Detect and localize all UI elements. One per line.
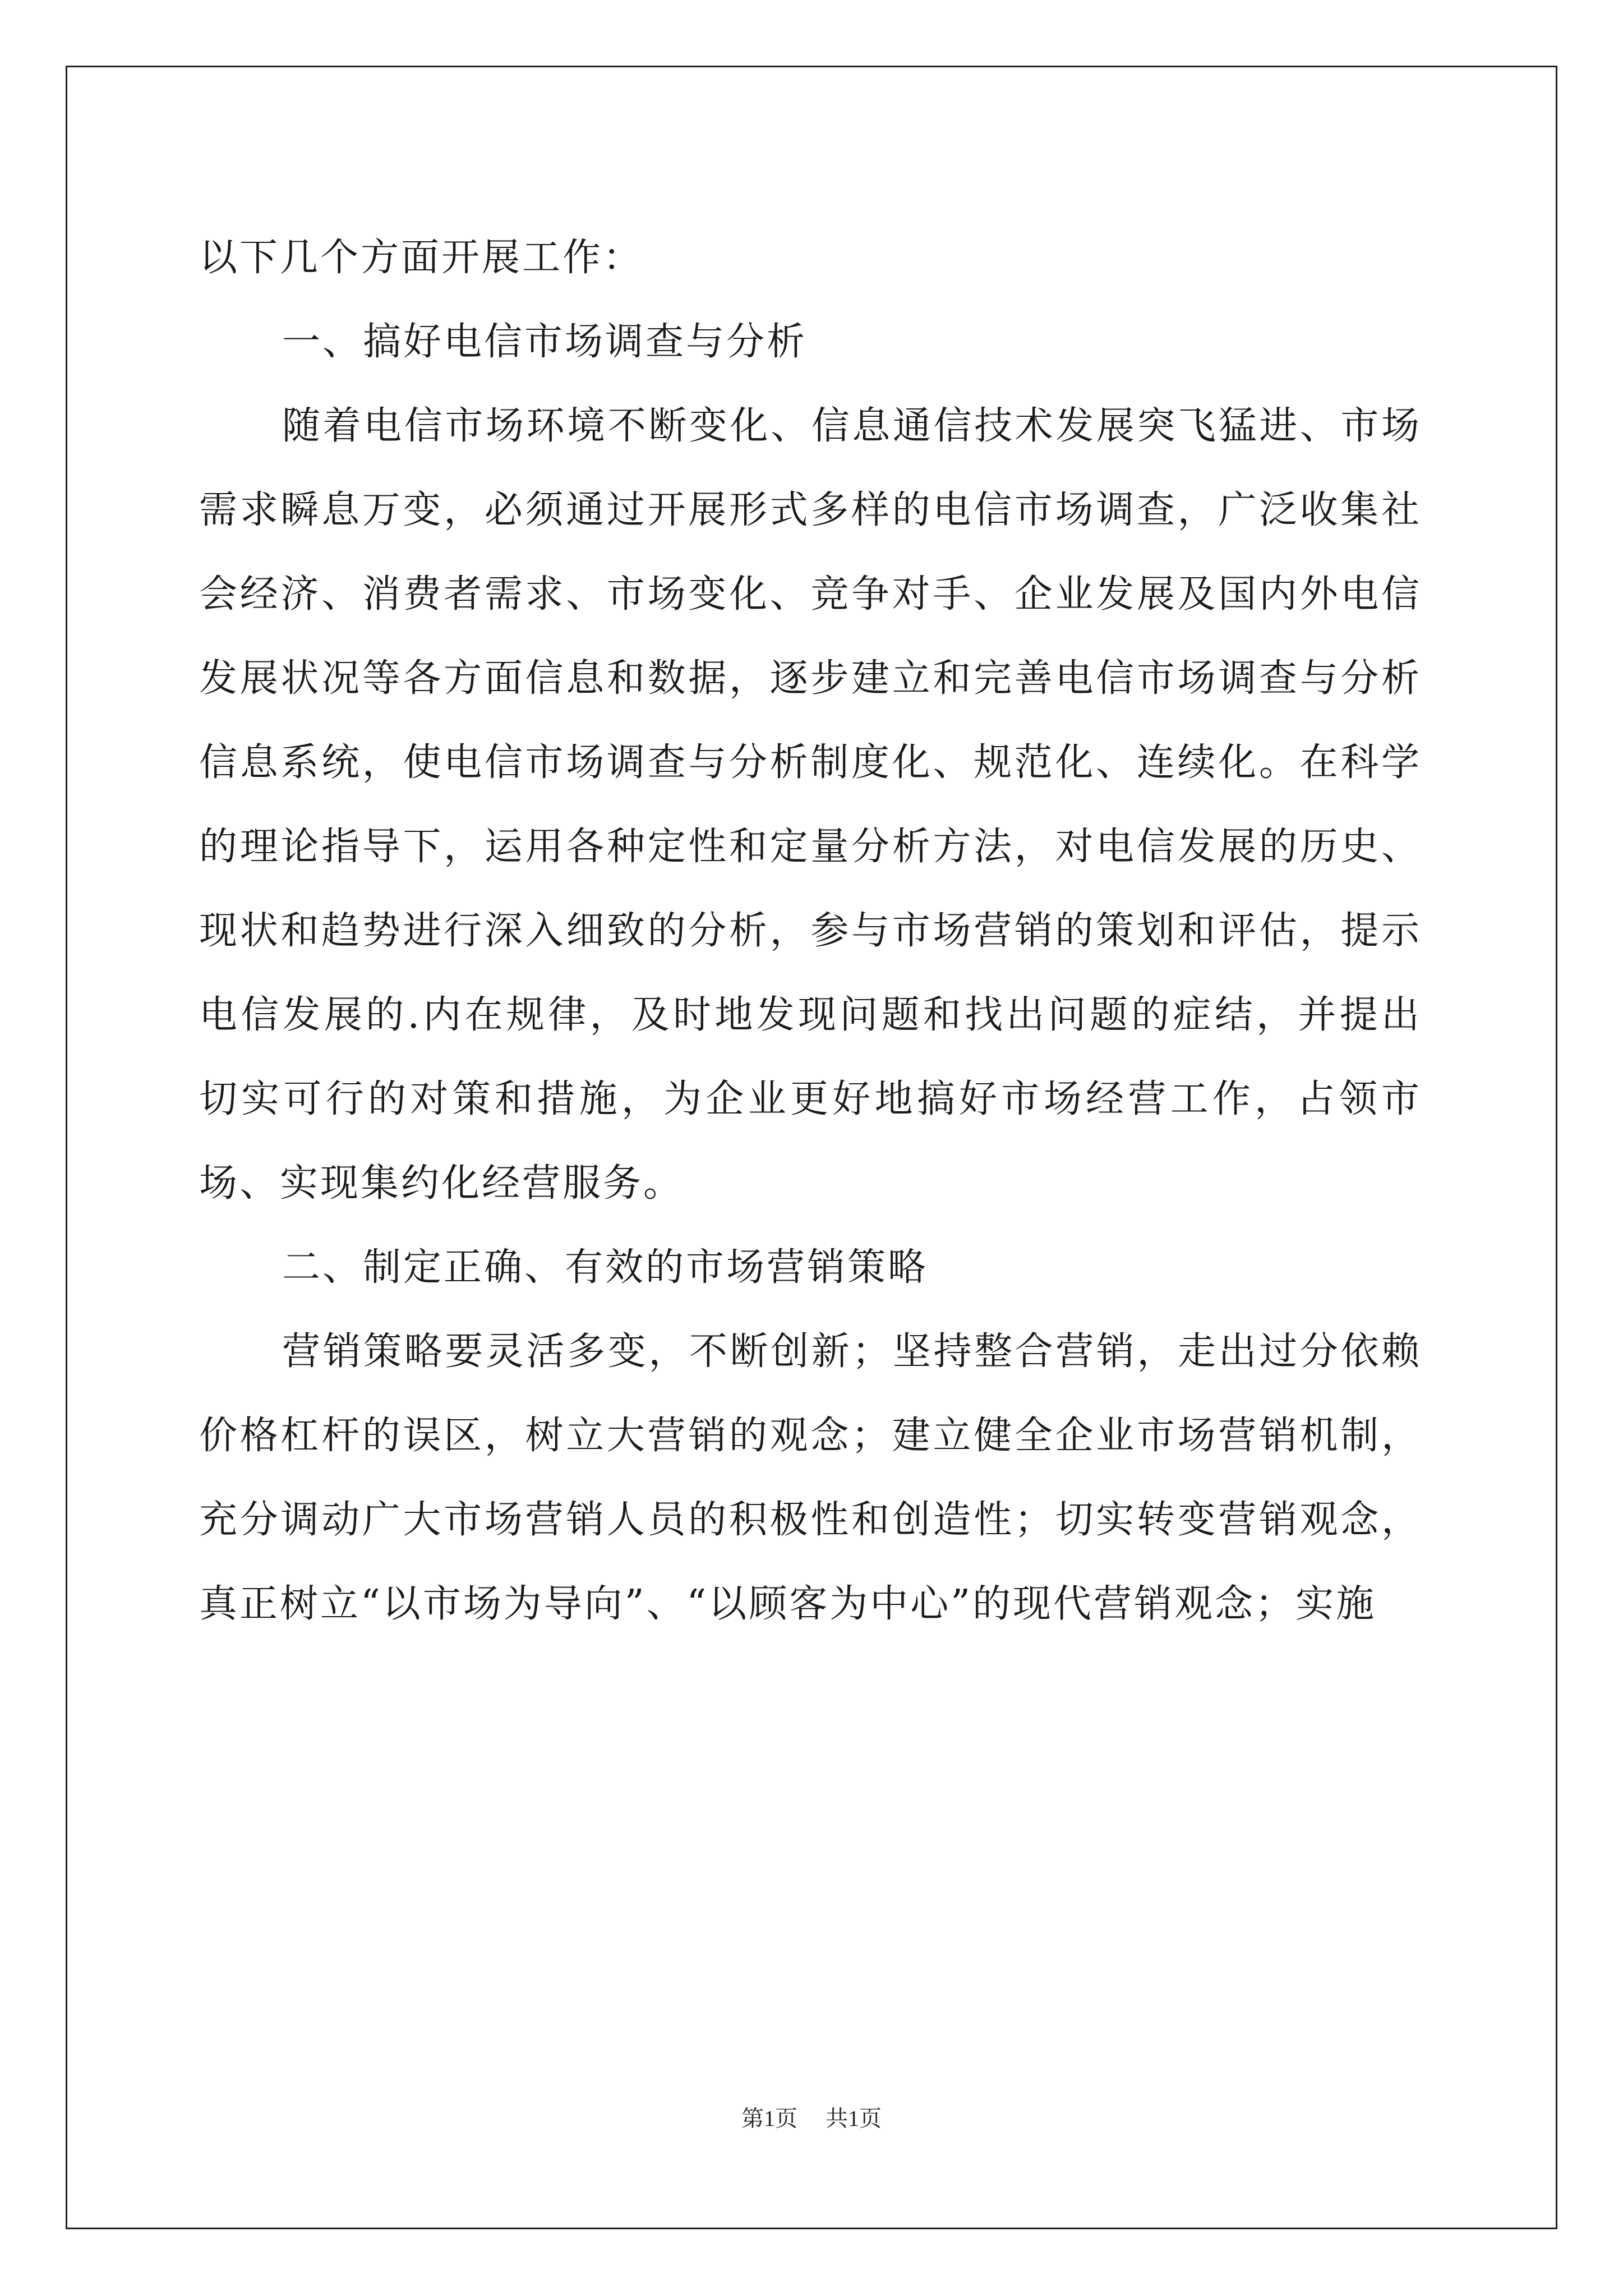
document-body: [199, 216, 1422, 1646]
page-footer: [0, 2101, 1623, 2133]
section-heading-1: 一、搞好电信市场调查与分析: [282, 320, 808, 364]
page-number-current: 第1页: [741, 2106, 797, 2131]
page-number-total: 共1页: [826, 2106, 882, 2131]
paragraph-continuation: 以下几个方面开展工作：: [199, 236, 644, 280]
section-heading-2: 二、制定正确、有效的市场营销策略: [282, 1245, 929, 1290]
paragraph-market-research: 随着电信市场环境不断变化、信息通信技术发展突飞猛进、市场需求瞬息万变，必须通过开展形式多样的电信市场调查，广泛收集社会经济、消费者需求、市场变化、竞争对手、企业发展及国内外电信发展状况等各方面信息和数据，逐步建立和完善电信市场调查与分析信息系统，使电信市场调查与分析制度化、规范化、连续化。在科学的理论指导下，运用各种定性和定量分析方法，对电信发展的历史、现状和趋势进行深入细致的分析，参与市场营销的策划和评估，提示电信发展的.内在规律，及时地发现问题和找出问题的症结，并提出切实可行的对策和措施，为企业更好地搞好市场经营工作，占领市场、实现集约化经营服务。: [199, 404, 1422, 1205]
paragraph-marketing-strategy: 营销策略要灵活多变，不断创新；坚持整合营销，走出过分依赖价格杠杆的误区，树立大营销的观念；建立健全企业市场营销机制，充分调动广大市场营销人员的积极性和创造性；切实转变营销观念，真正树立“以市场为导向”、“以顾客为中心”的现代营销观念；实施: [199, 1329, 1422, 1626]
